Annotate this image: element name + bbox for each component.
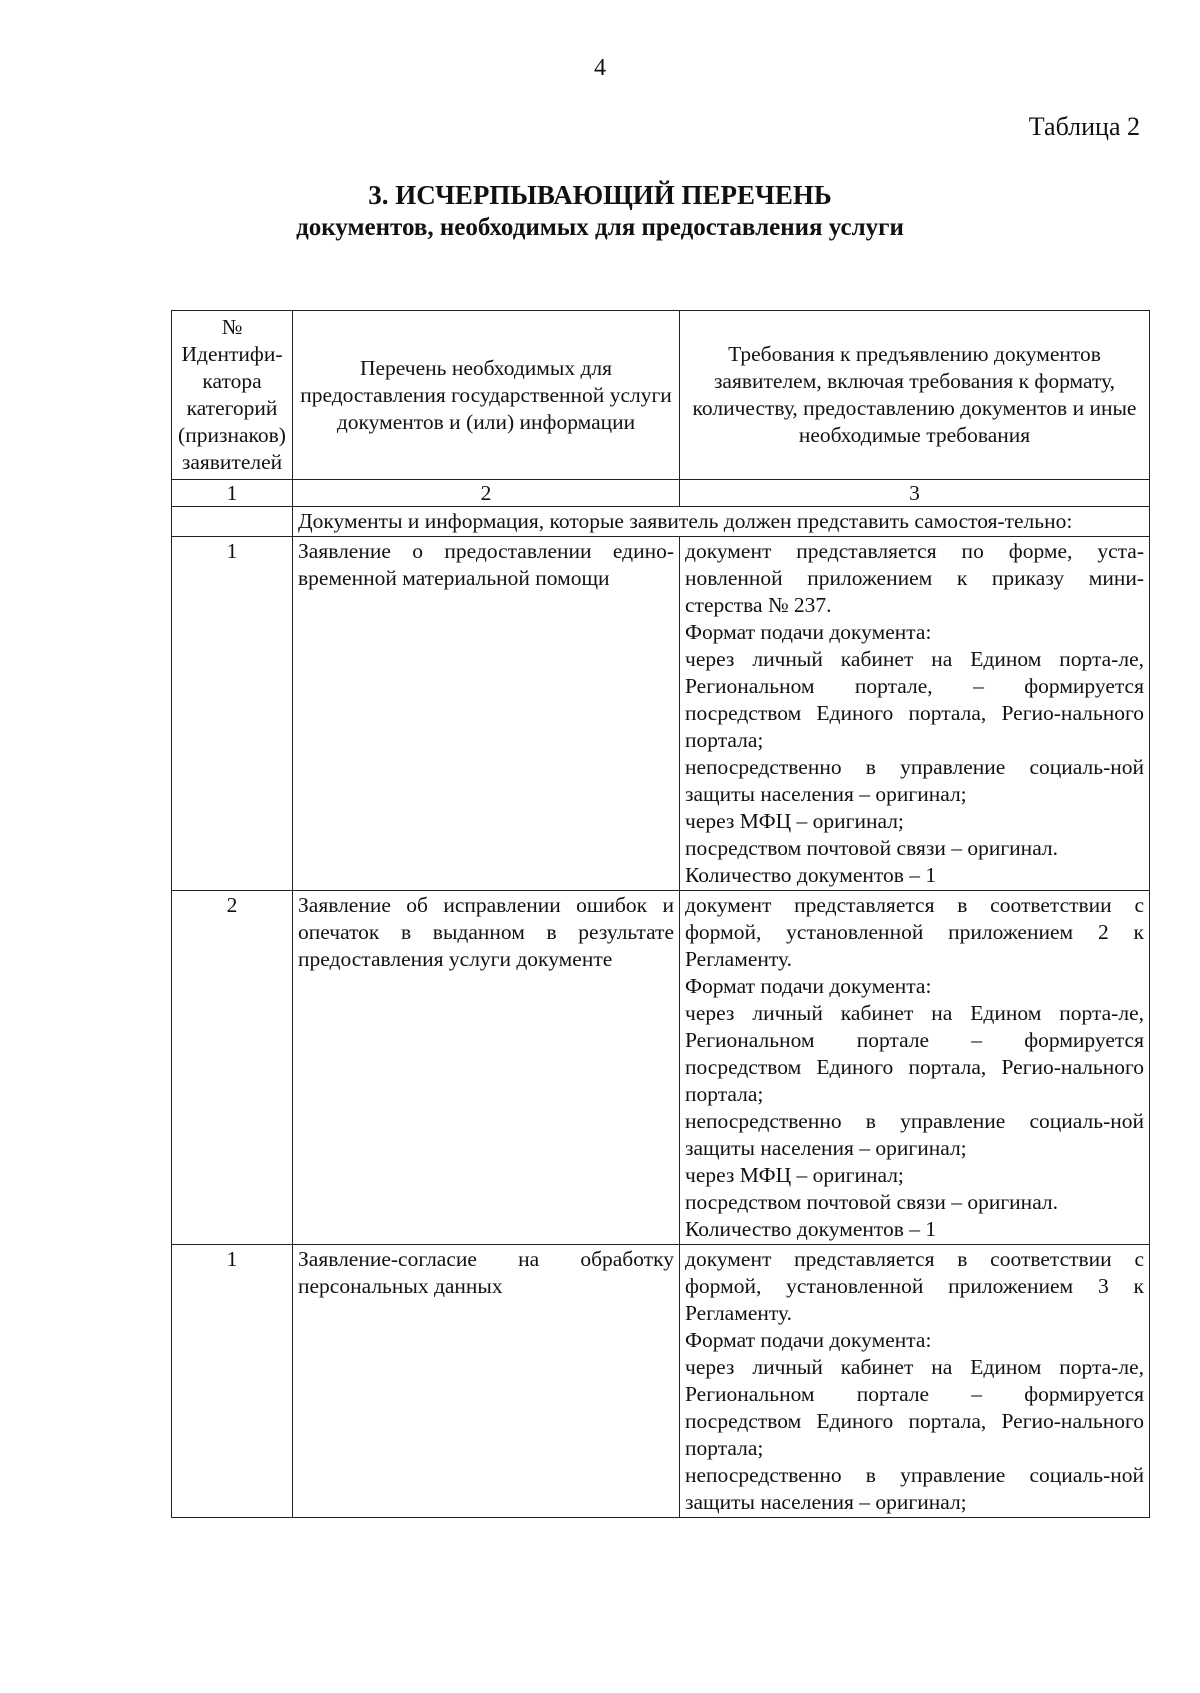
column-number: 3	[680, 480, 1150, 507]
row-document: Заявление-согласие на обработку персональных данных	[293, 1245, 680, 1518]
row-document: Заявление об исправлении ошибок и опечаток в выданном в результате предоставления услуги документе	[293, 891, 680, 1245]
column-number: 2	[293, 480, 680, 507]
document-heading	[0, 178, 1200, 244]
table-label: Таблица 2	[1028, 112, 1140, 141]
row-document: Заявление о предоставлении едино-временной материальной помощи	[293, 537, 680, 891]
requirement-line: документ представляется в соответствии с формой, установленной приложением 2 к Регламенту.	[685, 893, 1144, 971]
requirement-line: непосредственно в управление социаль-ной защиты населения – оригинал;	[685, 755, 1144, 806]
header-requirements: Требования к предъявлению документов заявителем, включая требования к формату, количеству, предоставлению документов и иные необходимые требования	[680, 311, 1150, 480]
requirement-line: непосредственно в управление социаль-ной защиты населения – оригинал;	[685, 1463, 1144, 1514]
row-requirements	[680, 891, 1150, 1245]
requirement-line: через МФЦ – оригинал;	[685, 1163, 904, 1187]
row-requirements	[680, 537, 1150, 891]
requirement-line: Количество документов – 1	[685, 863, 937, 887]
requirement-line: Формат подачи документа:	[685, 1328, 932, 1352]
requirement-line: через личный кабинет на Едином порта-ле, Региональном портале – формируется посредством Единого портала, Регио-нального портала;	[685, 1001, 1144, 1106]
table-row	[172, 1245, 1150, 1518]
requirement-line: непосредственно в управление социаль-ной защиты населения – оригинал;	[685, 1109, 1144, 1160]
section-empty-cell	[172, 507, 293, 537]
requirement-line: Формат подачи документа:	[685, 974, 932, 998]
requirement-line: через МФЦ – оригинал;	[685, 809, 904, 833]
header-id: № Идентифи-катора категорий (признаков) заявителей	[172, 311, 293, 480]
table-row	[172, 891, 1150, 1245]
requirement-line: через личный кабинет на Едином порта-ле, Региональном портале, – формируется посредством Единого портала, Регио-нального портала;	[685, 647, 1144, 752]
requirement-line: Количество документов – 1	[685, 1217, 937, 1241]
row-id: 1	[172, 537, 293, 891]
section-title: Документы и информация, которые заявитель должен представить самостоя-тельно:	[293, 507, 1150, 537]
header-row	[172, 311, 1150, 480]
column-number-row	[172, 480, 1150, 507]
table-body	[172, 480, 1150, 1518]
heading-title: 3. ИСЧЕРПЫВАЮЩИЙ ПЕРЕЧЕНЬ	[368, 180, 832, 210]
requirement-line: посредством почтовой связи – оригинал.	[685, 836, 1059, 860]
requirement-line: документ представляется в соответствии с формой, установленной приложением 3 к Регламенту.	[685, 1247, 1144, 1325]
requirement-line: Формат подачи документа:	[685, 620, 932, 644]
page-number: 4	[594, 55, 606, 81]
row-id: 2	[172, 891, 293, 1245]
header-document: Перечень необходимых для предоставления государственной услуги документов и (или) информации	[293, 311, 680, 480]
requirement-line: посредством почтовой связи – оригинал.	[685, 1190, 1059, 1214]
requirement-line: документ представляется по форме, уста-новленной приложением к приказу мини-стерства № 237.	[685, 539, 1144, 617]
requirement-line: через личный кабинет на Едином порта-ле, Региональном портале – формируется посредством Единого портала, Регио-нального портала;	[685, 1355, 1144, 1460]
column-number: 1	[172, 480, 293, 507]
heading-subtitle: документов, необходимых для предоставления услуги	[296, 214, 904, 241]
row-requirements	[680, 1245, 1150, 1518]
documents-table	[171, 310, 1150, 1518]
table-row	[172, 537, 1150, 891]
row-id: 1	[172, 1245, 293, 1518]
section-row	[172, 507, 1150, 537]
table-header	[172, 311, 1150, 480]
